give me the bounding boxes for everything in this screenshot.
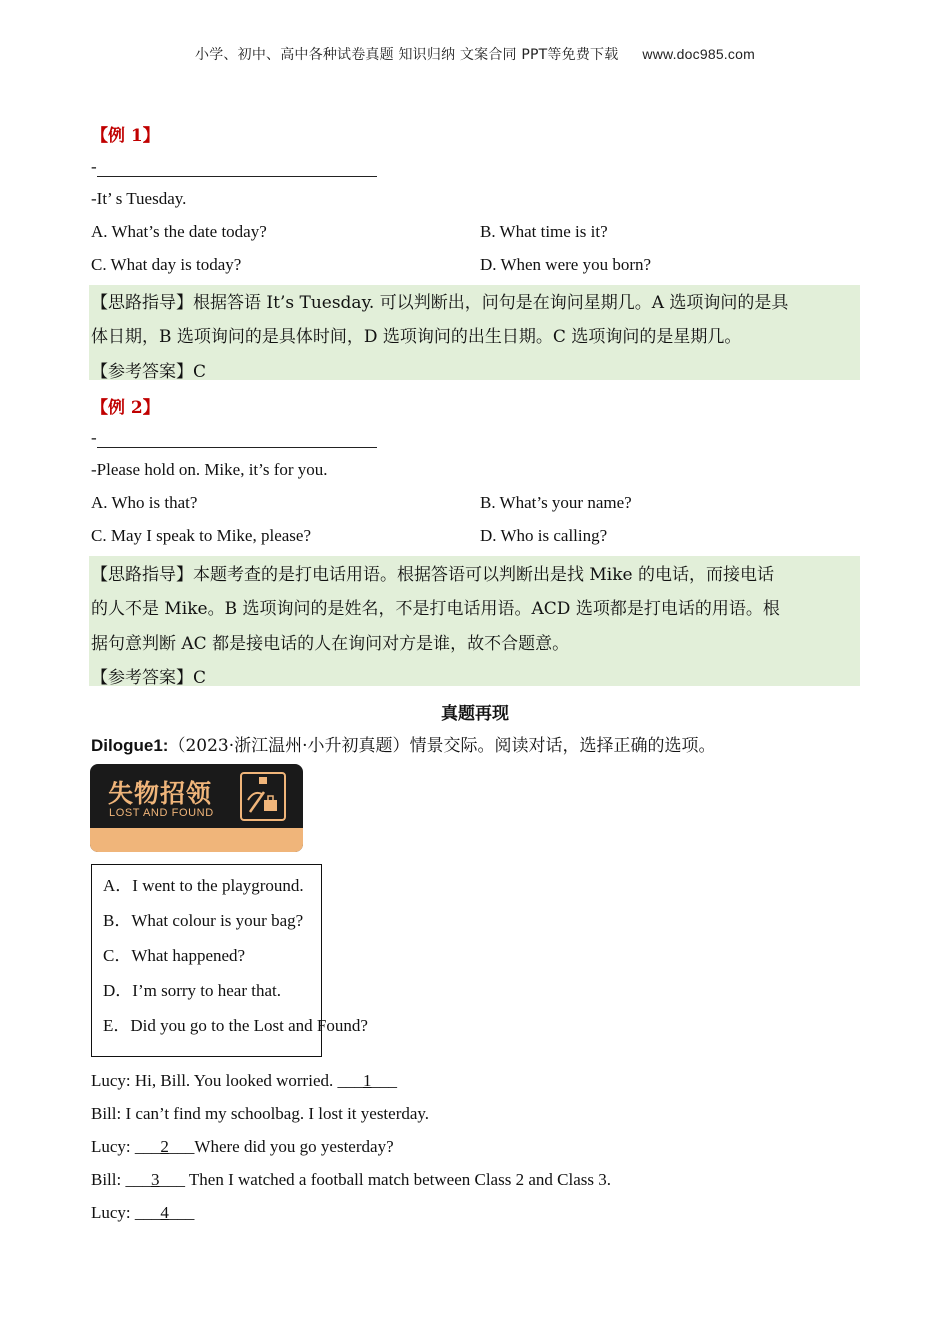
example2-option-b: B. What’s your name? xyxy=(480,493,632,512)
dialogue-option-d: D．I’m sorry to hear that. xyxy=(103,981,281,1000)
example2-guide-line3: 据句意判断 AC 都是接电话的人在询问对方是谁，故不合题意。 xyxy=(91,634,570,654)
dialogue-intro: （2023·浙江温州·小升初真题）情景交际。阅读对话，选择正确的选项。 xyxy=(168,736,716,756)
example1-answer-line: -It’ s Tuesday. xyxy=(91,189,187,208)
example2-answer-line: -Please hold on. Mike, it’s for you. xyxy=(91,460,328,479)
example2-guide-line2: 的人不是 Mike。B 选项询问的是姓名，不是打电话用语。ACD 选项都是打电话的用语。根 xyxy=(91,599,780,619)
dialogue-line-2: Bill: I can’t find my schoolbag. I lost it yesterday. xyxy=(91,1104,430,1123)
dialogue-option-a: A．I went to the playground. xyxy=(103,876,304,895)
example2-option-a: A. Who is that? xyxy=(91,493,198,512)
dialogue-option-c: C．What happened? xyxy=(103,946,246,965)
example2-guide-block xyxy=(89,556,860,686)
example1-blank-line: - xyxy=(91,157,377,177)
sign-en-text: LOST AND FOUND xyxy=(109,807,214,819)
dialogue-line-4: Bill: ___3___ Then I watched a football match between Class 2 and Class 3. xyxy=(91,1170,611,1189)
section-title: 真题再现 xyxy=(441,704,509,724)
example1-option-b: B. What time is it? xyxy=(480,222,608,241)
dialogue-option-b: B．What colour is your bag? xyxy=(103,911,304,930)
dialogue-line-3: Lucy: ___2___Where did you go yesterday? xyxy=(91,1137,394,1156)
blank-number-1[interactable]: 1 xyxy=(363,1071,372,1090)
dialogue-line-5: Lucy: ___4___ xyxy=(91,1203,195,1222)
page-header xyxy=(0,44,950,64)
example1-guide-line2: 体日期，B 选项询问的是具体时间，D 选项询问的出生日期。C 选项询问的是星期几。 xyxy=(91,327,742,347)
lost-and-found-icon xyxy=(240,772,286,821)
example2-option-c: C. May I speak to Mike, please? xyxy=(91,526,311,545)
example1-guide-line1: 【思路指导】根据答语 It’s Tuesday. 可以判断出，问句是在询问星期几。A 选项询问的是具 xyxy=(91,293,789,313)
example1-title: 【例 1】 xyxy=(91,126,160,146)
example1-guide-block xyxy=(89,285,860,380)
blank-number-3[interactable]: 3 xyxy=(150,1170,160,1189)
dialogue-line-1: Lucy: Hi, Bill. You looked worried. ___1___ xyxy=(91,1071,397,1090)
example2-option-d: D. Who is calling? xyxy=(480,526,608,545)
header-text: 小学、初中、高中各种试卷真题 知识归纳 文案合同 PPT等免费下载 xyxy=(195,47,619,63)
example2-guide-line1: 【思路指导】本题考查的是打电话用语。根据答语可以判断出是找 Mike 的电话，而接电话 xyxy=(91,565,775,585)
example2-key: 【参考答案】C xyxy=(91,668,207,688)
dialogue-heading xyxy=(91,731,716,756)
sign-band xyxy=(90,828,303,852)
blank-number-2[interactable]: 2 xyxy=(160,1137,169,1156)
header-url[interactable]: www.doc985.com xyxy=(642,46,755,62)
blank-number-4[interactable]: 4 xyxy=(160,1203,169,1222)
example2-blank-line: - xyxy=(91,428,377,448)
example1-option-a: A. What’s the date today? xyxy=(91,222,267,241)
example2-title: 【例 2】 xyxy=(91,398,160,418)
example1-option-c: C. What day is today? xyxy=(91,255,242,274)
example1-key: 【参考答案】C xyxy=(91,362,207,382)
sign-cn-text: 失物招领 xyxy=(108,779,213,808)
dialogue-label: Dilogue1: xyxy=(91,736,169,755)
lost-and-found-sign xyxy=(90,764,303,852)
dialogue-option-e: E．Did you go to the Lost and Found? xyxy=(103,1016,368,1035)
example1-option-d: D. When were you born? xyxy=(480,255,652,274)
